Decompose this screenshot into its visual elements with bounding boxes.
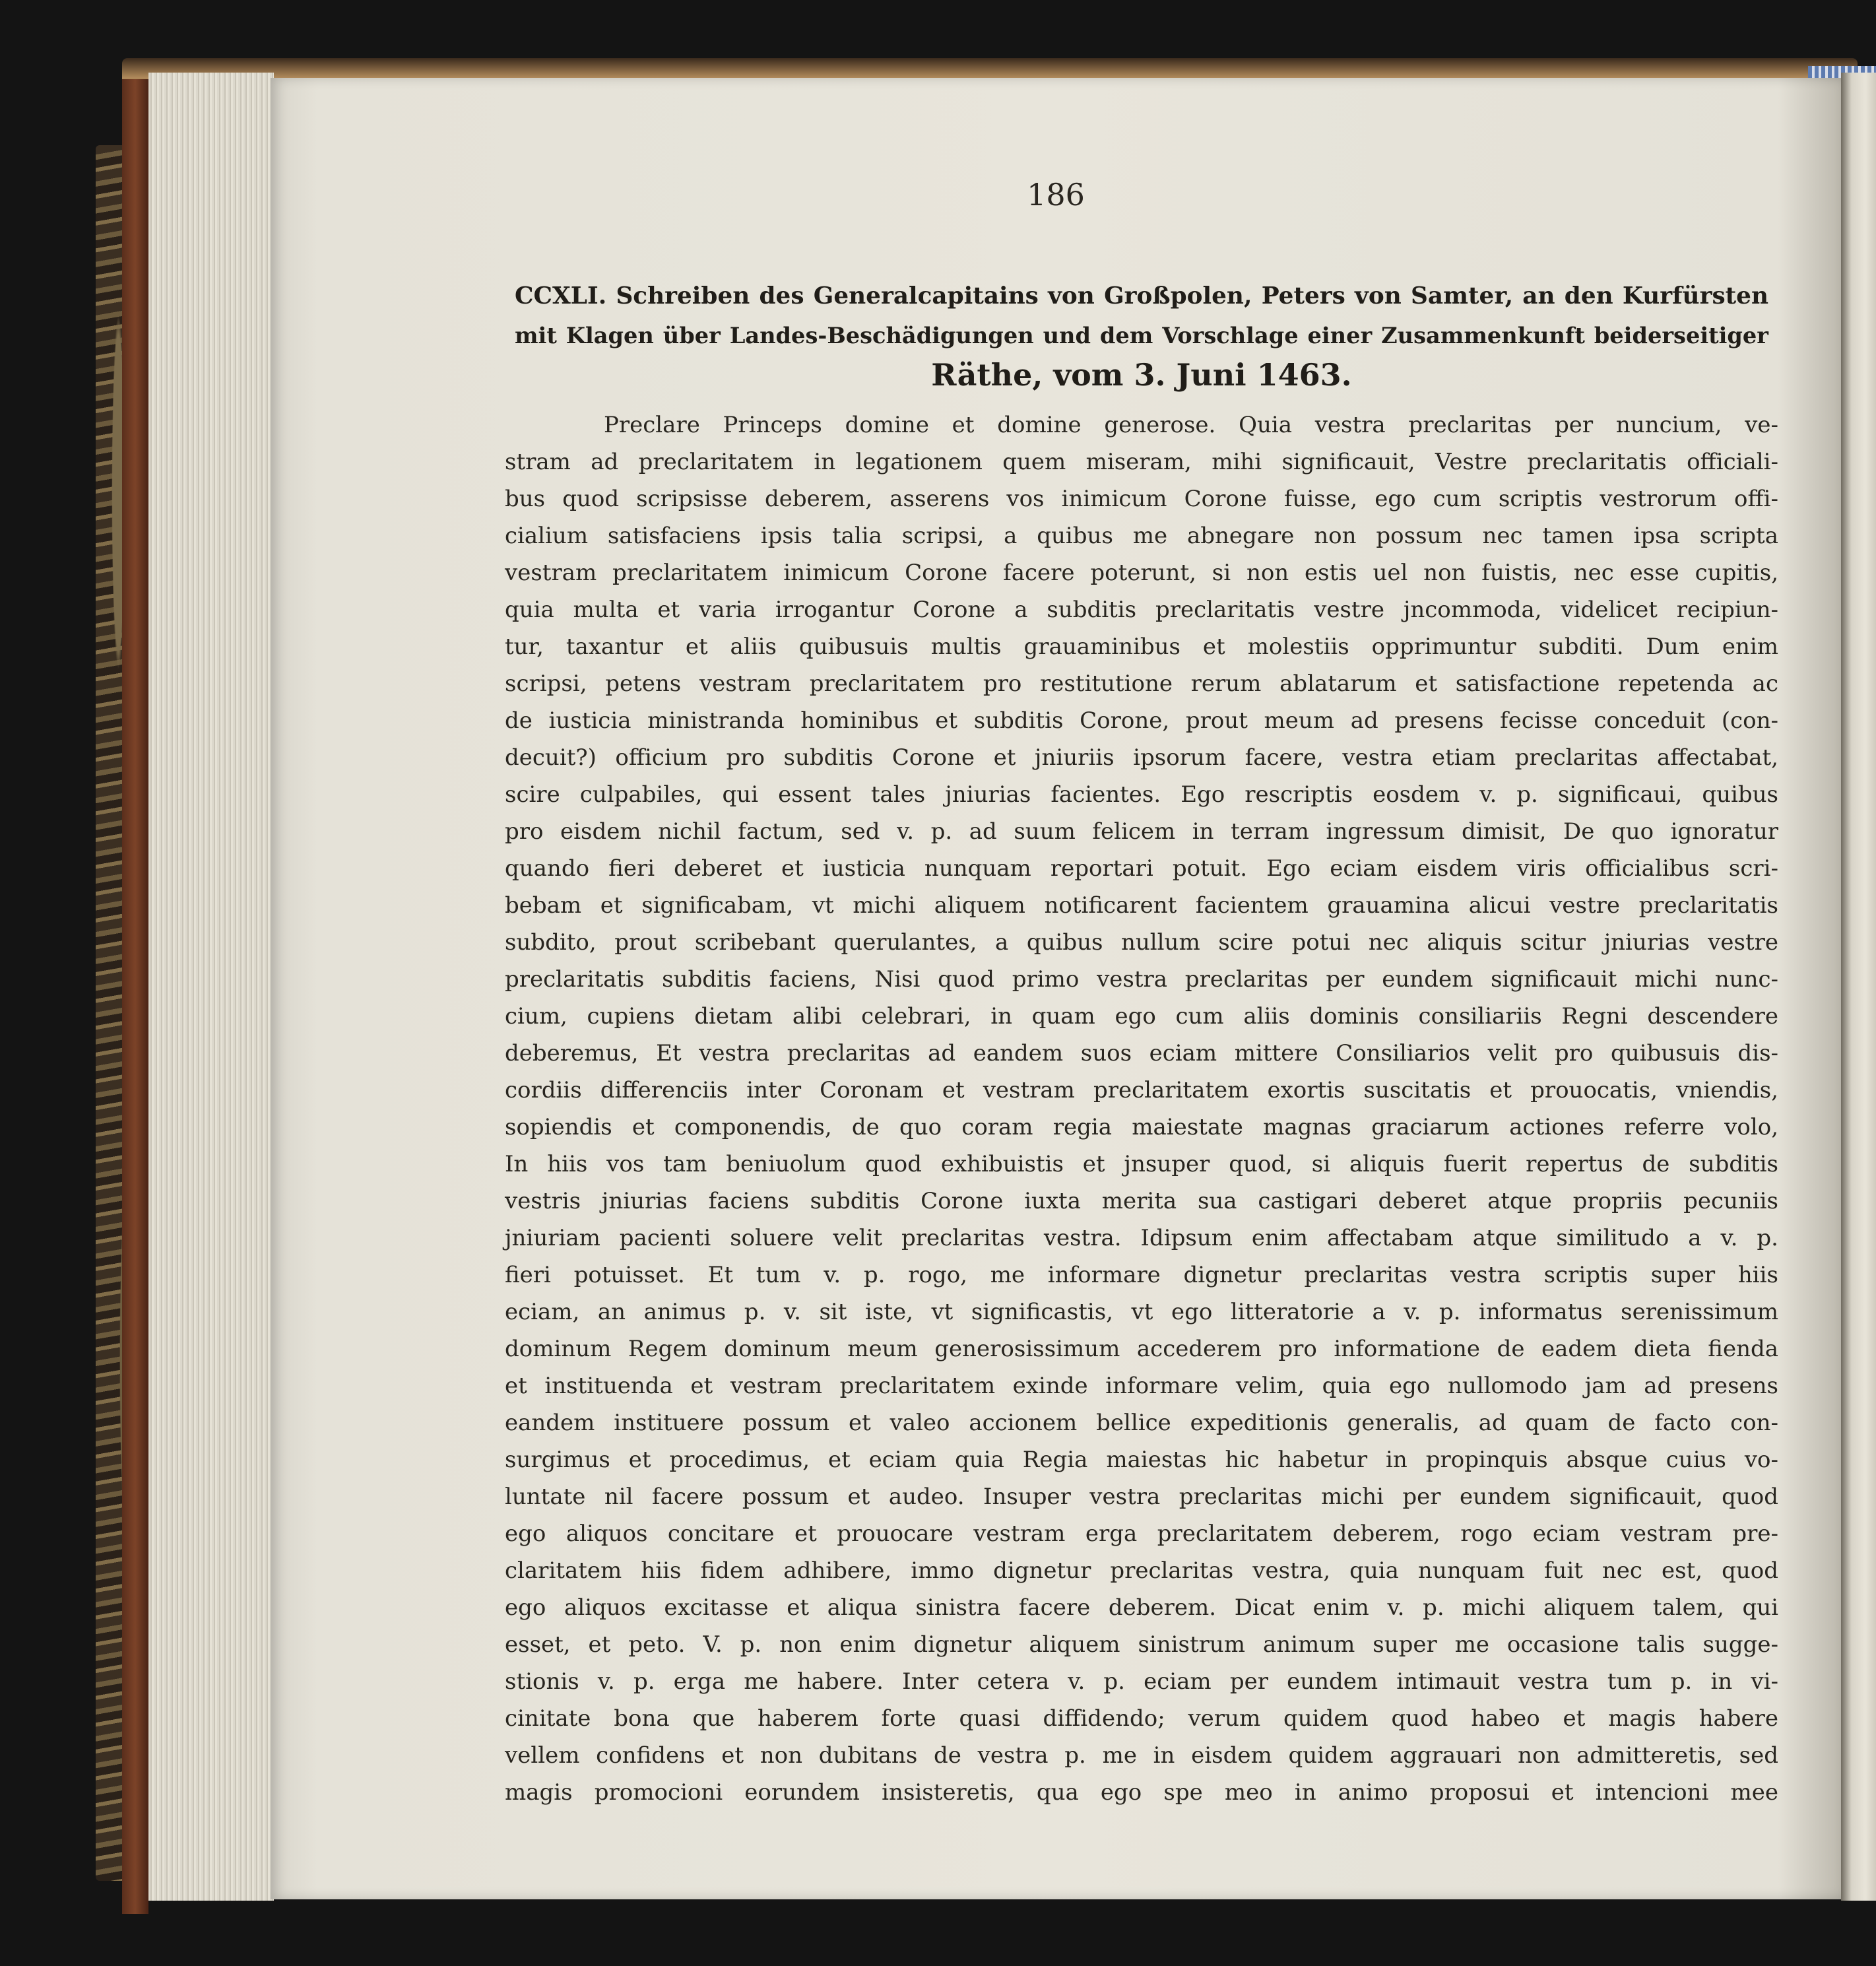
body-line: cialium satisfaciens ipsis talia scripsi, a quibus me abnegare non possum nec tamen ipsa scripta bbox=[505, 523, 1778, 549]
body-line: preclaritatis subditis faciens, Nisi quod primo vestra preclaritas per eundem significauit michi nunc- bbox=[505, 966, 1778, 993]
document-heading bbox=[515, 276, 1768, 395]
body-line: eandem instituere possum et valeo accionem bellice expeditionis generalis, ad quam de facto con- bbox=[505, 1410, 1778, 1436]
book-page bbox=[271, 78, 1841, 1899]
body-line: deberemus, Et vestra preclaritas ad eandem suos eciam mittere Consiliarios velit pro quibusuis dis- bbox=[505, 1040, 1778, 1066]
body-line: cinitate bona que haberem forte quasi diffidendo; verum quidem quod habeo et magis habere bbox=[505, 1705, 1778, 1732]
body-line: de iusticia ministranda hominibus et subditis Corone, prout meum ad presens fecisse conceduit (con- bbox=[505, 707, 1778, 734]
body-line: jniuriam pacienti soluere velit preclaritas vestra. Idipsum enim affectabam atque similitudo a v. p. bbox=[505, 1225, 1778, 1251]
body-line: sopiendis et componendis, de quo coram regia maiestate magnas graciarum actiones referre volo, bbox=[505, 1114, 1778, 1140]
body-line: vestram preclaritatem inimicum Corone facere poterunt, si non estis uel non fuistis, nec esse cupitis, bbox=[505, 560, 1778, 586]
heading-line: Räthe, vom 3. Juni 1463. bbox=[931, 357, 1352, 393]
body-line: pro eisdem nichil factum, sed v. p. ad suum felicem in terram ingressum dimisit, De quo ignoratur bbox=[505, 818, 1778, 845]
body-line: fieri potuisset. Et tum v. p. rogo, me informare dignetur preclaritas vestra scriptis super hiis bbox=[505, 1262, 1778, 1288]
body-line: cordiis differenciis inter Coronam et vestram preclaritatem exortis suscitatis et prouocatis, vniendis, bbox=[505, 1077, 1778, 1103]
body-line: scire culpabiles, qui essent tales jniurias facientes. Ego rescriptis eosdem v. p. significaui, quibus bbox=[505, 781, 1778, 808]
body-line: cium, cupiens dietam alibi celebrari, in quam ego cum aliis dominis consiliariis Regni descendere bbox=[505, 1003, 1778, 1030]
body-line: stram ad preclaritatem in legationem quem miseram, mihi significauit, Vestre preclaritatis officiali- bbox=[505, 449, 1778, 475]
page-edges bbox=[148, 73, 274, 1901]
heading-line: mit Klagen über Landes-Beschädigungen und dem Vorschlage einer Zusammenkunft beiderseitiger bbox=[515, 322, 1768, 348]
body-line: dominum Regem dominum meum generosissimum accederem pro informatione de eadem dieta fienda bbox=[505, 1336, 1778, 1362]
body-line: et instituenda et vestram preclaritatem exinde informare velim, quia ego nullomodo jam ad presens bbox=[505, 1373, 1778, 1399]
body-line: esset, et peto. V. p. non enim dignetur aliquem sinistrum animum super me occasione talis sugge- bbox=[505, 1631, 1778, 1658]
body-line: bebam et significabam, vt michi aliquem notificarent facientem grauamina alicui vestre preclaritatis bbox=[505, 892, 1778, 919]
body-line: bus quod scripsisse deberem, asserens vos inimicum Corone fuisse, ego cum scriptis vestrorum offi- bbox=[505, 486, 1778, 512]
body-line: eciam, an animus p. v. sit iste, vt significastis, vt ego litteratorie a v. p. informatus serenissimum bbox=[505, 1299, 1778, 1325]
body-line: scripsi, petens vestram preclaritatem pro restitutione rerum ablatarum et satisfactione repetenda ac bbox=[505, 671, 1778, 697]
leather-spine bbox=[122, 79, 148, 1914]
body-line: quia multa et varia irrogantur Corone a subditis preclaritatis vestre jncommoda, videlicet recipiun- bbox=[505, 597, 1778, 623]
body-line: decuit?) officium pro subditis Corone et jniuriis ipsorum facere, vestra etiam preclaritas affectabat, bbox=[505, 744, 1778, 771]
body-line: magis promocioni eorundem insisteretis, qua ego spe meo in animo proposui et intencioni mee bbox=[505, 1779, 1778, 1806]
body-line: vestris jniurias faciens subditis Corone iuxta merita sua castigari deberet atque propriis pecuniis bbox=[505, 1188, 1778, 1214]
body-line: luntate nil facere possum et audeo. Insuper vestra preclaritas michi per eundem significauit, quod bbox=[505, 1484, 1778, 1510]
body-line: ego aliquos excitasse et aliqua sinistra facere deberem. Dicat enim v. p. michi aliquem talem, qui bbox=[505, 1594, 1778, 1621]
body-line: surgimus et procedimus, et eciam quia Regia maiestas hic habetur in propinquis absque cuius vo- bbox=[505, 1447, 1778, 1473]
body-line: tur, taxantur et aliis quibusuis multis grauaminibus et molestiis opprimuntur subditi. Dum enim bbox=[505, 634, 1778, 660]
body-line: claritatem hiis fidem adhibere, immo dignetur preclaritas vestra, quia nunquam fuit nec est, quod bbox=[505, 1557, 1778, 1584]
body-line: vellem confidens et non dubitans de vestra p. me in eisdem quidem aggrauari non admitteretis, sed bbox=[505, 1742, 1778, 1769]
body-line: stionis v. p. erga me habere. Inter cetera v. p. eciam per eundem intimauit vestra tum p. in vi- bbox=[505, 1668, 1778, 1695]
body-line: quando fieri deberet et iusticia nunquam reportari potuit. Ego eciam eisdem viris officialibus scri- bbox=[505, 855, 1778, 882]
body-line: subdito, prout scribebant querulantes, a quibus nullum scire potui nec aliquis scitur jniurias vestre bbox=[505, 929, 1778, 956]
body-line: ego aliquos concitare et prouocare vestram erga preclaritatem deberem, rogo eciam vestram pre- bbox=[505, 1521, 1778, 1547]
heading-line: CCXLI. Schreiben des Generalcapitains von Großpolen, Peters von Samter, an den Kurfürsten bbox=[515, 282, 1768, 310]
letter-body bbox=[505, 407, 1778, 1811]
body-line: In hiis vos tam beniuolum quod exhibuistis et jnsuper quod, si aliquis fuerit repertus de subditis bbox=[505, 1151, 1778, 1177]
page-number: 186 bbox=[1027, 177, 1085, 213]
facing-page-edge bbox=[1841, 73, 1876, 1901]
body-line: Preclare Princeps domine et domine generose. Quia vestra preclaritas per nuncium, ve- bbox=[604, 412, 1778, 438]
